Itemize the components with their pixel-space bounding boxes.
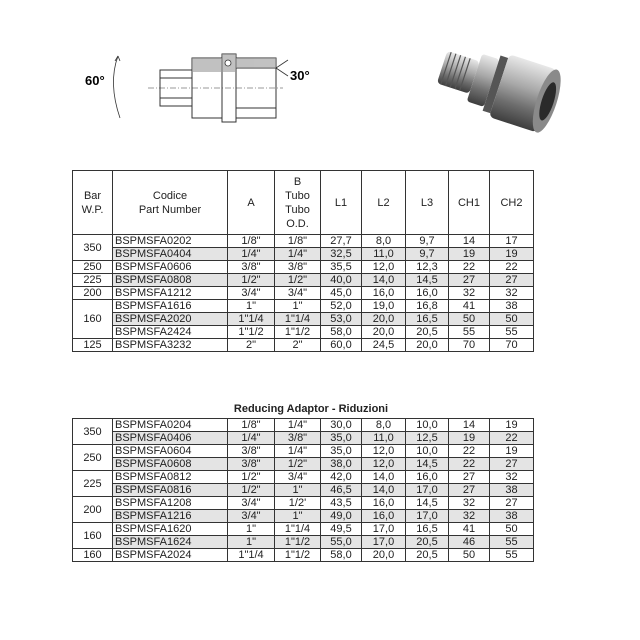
value-cell: 22 xyxy=(449,458,490,471)
bar-wp-cell: 225 xyxy=(73,274,113,287)
value-cell: 22 xyxy=(449,261,490,274)
value-cell: 32 xyxy=(449,287,490,300)
part-number-cell: BSPMSFA0404 xyxy=(113,248,228,261)
value-cell: 17,0 xyxy=(406,484,449,497)
value-cell: 46 xyxy=(449,536,490,549)
value-cell: 41 xyxy=(449,523,490,536)
value-cell: 22 xyxy=(490,261,534,274)
part-number-cell: BSPMSFA0202 xyxy=(113,235,228,248)
table-row xyxy=(73,458,534,471)
part-number-cell: BSPMSFA1624 xyxy=(113,536,228,549)
value-cell: 24,5 xyxy=(362,339,406,352)
table-row xyxy=(73,471,534,484)
value-cell: 50 xyxy=(490,313,534,326)
value-cell: 14,0 xyxy=(362,484,406,497)
value-cell: 16,8 xyxy=(406,300,449,313)
value-cell: 19,0 xyxy=(362,300,406,313)
value-cell: 10,0 xyxy=(406,419,449,432)
value-cell: 17,0 xyxy=(406,510,449,523)
value-cell: 43,5 xyxy=(321,497,362,510)
value-cell: 1" xyxy=(228,536,275,549)
value-cell: 20,5 xyxy=(406,326,449,339)
table-row xyxy=(73,549,534,562)
value-cell: 60,0 xyxy=(321,339,362,352)
value-cell: 58,0 xyxy=(321,549,362,562)
value-cell: 9,7 xyxy=(406,248,449,261)
part-number-cell: BSPMSFA1208 xyxy=(113,497,228,510)
value-cell: 17,0 xyxy=(362,523,406,536)
bar-wp-cell: 160 xyxy=(73,523,113,549)
part-number-cell: BSPMSFA0812 xyxy=(113,471,228,484)
value-cell: 50 xyxy=(449,313,490,326)
value-cell: 20,0 xyxy=(362,549,406,562)
value-cell: 8,0 xyxy=(362,235,406,248)
header-l3: L3 xyxy=(406,171,449,235)
value-cell: 1/4" xyxy=(275,445,321,458)
value-cell: 1/4" xyxy=(275,248,321,261)
value-cell: 3/8" xyxy=(275,432,321,445)
value-cell: 16,0 xyxy=(406,471,449,484)
table-row xyxy=(73,484,534,497)
value-cell: 1" xyxy=(275,484,321,497)
table-row xyxy=(73,313,534,326)
table-row xyxy=(73,445,534,458)
value-cell: 11,0 xyxy=(362,432,406,445)
value-cell: 32 xyxy=(449,510,490,523)
value-cell: 12,0 xyxy=(362,261,406,274)
value-cell: 16,5 xyxy=(406,313,449,326)
angle-right-label: 30° xyxy=(290,68,310,83)
value-cell: 3/8" xyxy=(228,261,275,274)
value-cell: 1"1/4 xyxy=(228,549,275,562)
value-cell: 35,5 xyxy=(321,261,362,274)
value-cell: 55 xyxy=(490,536,534,549)
value-cell: 3/4" xyxy=(228,287,275,300)
value-cell: 2" xyxy=(228,339,275,352)
value-cell: 16,0 xyxy=(406,287,449,300)
table-row xyxy=(73,536,534,549)
table-row xyxy=(73,419,534,432)
value-cell: 19 xyxy=(449,248,490,261)
value-cell: 40,0 xyxy=(321,274,362,287)
value-cell: 46,5 xyxy=(321,484,362,497)
bar-wp-cell: 225 xyxy=(73,471,113,497)
value-cell: 38 xyxy=(490,300,534,313)
value-cell: 42,0 xyxy=(321,471,362,484)
value-cell: 3/8" xyxy=(228,445,275,458)
value-cell: 35,0 xyxy=(321,445,362,458)
value-cell: 35,0 xyxy=(321,432,362,445)
value-cell: 1" xyxy=(228,300,275,313)
header-bar-wp: Bar W.P. xyxy=(73,171,113,235)
header-ch2: CH2 xyxy=(490,171,534,235)
technical-drawing xyxy=(78,38,338,138)
value-cell: 55,0 xyxy=(321,536,362,549)
part-number-cell: BSPMSFA0816 xyxy=(113,484,228,497)
value-cell: 9,7 xyxy=(406,235,449,248)
table-row xyxy=(73,523,534,536)
value-cell: 3/4" xyxy=(228,497,275,510)
part-number-cell: BSPMSFA1616 xyxy=(113,300,228,313)
value-cell: 1"1/2 xyxy=(228,326,275,339)
table-row xyxy=(73,287,534,300)
reducing-adaptor-caption: Reducing Adaptor - Riduzioni xyxy=(233,403,389,415)
value-cell: 1/4" xyxy=(228,432,275,445)
value-cell: 12,3 xyxy=(406,261,449,274)
part-number-cell: BSPMSFA2424 xyxy=(113,326,228,339)
value-cell: 12,0 xyxy=(362,458,406,471)
value-cell: 1/8" xyxy=(228,419,275,432)
table-row xyxy=(73,339,534,352)
value-cell: 49,5 xyxy=(321,523,362,536)
table-row xyxy=(73,300,534,313)
value-cell: 45,0 xyxy=(321,287,362,300)
value-cell: 14,0 xyxy=(362,274,406,287)
value-cell: 12,0 xyxy=(362,445,406,458)
value-cell: 1/2" xyxy=(228,484,275,497)
reducing-adaptor-table xyxy=(72,418,534,562)
value-cell: 8,0 xyxy=(362,419,406,432)
value-cell: 19 xyxy=(449,432,490,445)
value-cell: 70 xyxy=(490,339,534,352)
header-part-number: Codice Part Number xyxy=(113,171,228,235)
value-cell: 16,0 xyxy=(362,510,406,523)
main-spec-table xyxy=(72,170,534,352)
bar-wp-cell: 160 xyxy=(73,549,113,562)
value-cell: 32,5 xyxy=(321,248,362,261)
part-number-cell: BSPMSFA0406 xyxy=(113,432,228,445)
angle-left-label: 60° xyxy=(85,73,105,88)
value-cell: 32 xyxy=(449,497,490,510)
value-cell: 1/2" xyxy=(228,274,275,287)
value-cell: 1"1/2 xyxy=(275,549,321,562)
value-cell: 1/2" xyxy=(275,458,321,471)
value-cell: 32 xyxy=(490,471,534,484)
value-cell: 58,0 xyxy=(321,326,362,339)
value-cell: 20,0 xyxy=(362,326,406,339)
value-cell: 22 xyxy=(449,445,490,458)
part-number-cell: BSPMSFA1216 xyxy=(113,510,228,523)
value-cell: 38 xyxy=(490,510,534,523)
value-cell: 16,5 xyxy=(406,523,449,536)
table-row xyxy=(73,326,534,339)
value-cell: 55 xyxy=(449,326,490,339)
value-cell: 27 xyxy=(490,274,534,287)
header-b-tube-od: B Tubo Tubo O.D. xyxy=(275,171,321,235)
part-number-cell: BSPMSFA0606 xyxy=(113,261,228,274)
value-cell: 27 xyxy=(490,497,534,510)
value-cell: 38 xyxy=(490,484,534,497)
value-cell: 14 xyxy=(449,235,490,248)
value-cell: 27 xyxy=(449,471,490,484)
value-cell: 1/4" xyxy=(228,248,275,261)
bar-wp-cell: 200 xyxy=(73,287,113,300)
value-cell: 55 xyxy=(490,549,534,562)
table-row xyxy=(73,235,534,248)
value-cell: 27 xyxy=(490,458,534,471)
value-cell: 10,0 xyxy=(406,445,449,458)
bar-wp-cell: 350 xyxy=(73,235,113,261)
value-cell: 1" xyxy=(275,300,321,313)
value-cell: 20,5 xyxy=(406,549,449,562)
value-cell: 14,0 xyxy=(362,471,406,484)
table-row xyxy=(73,274,534,287)
value-cell: 52,0 xyxy=(321,300,362,313)
value-cell: 3/8" xyxy=(275,261,321,274)
value-cell: 16,0 xyxy=(362,287,406,300)
table-row xyxy=(73,261,534,274)
value-cell: 3/4" xyxy=(228,510,275,523)
value-cell: 38,0 xyxy=(321,458,362,471)
value-cell: 17,0 xyxy=(362,536,406,549)
table-row xyxy=(73,510,534,523)
bar-wp-cell: 125 xyxy=(73,339,113,352)
value-cell: 70 xyxy=(449,339,490,352)
value-cell: 27,7 xyxy=(321,235,362,248)
part-number-cell: BSPMSFA2020 xyxy=(113,313,228,326)
product-photo xyxy=(428,40,578,140)
value-cell: 14,5 xyxy=(406,497,449,510)
value-cell: 41 xyxy=(449,300,490,313)
value-cell: 1/2' xyxy=(275,497,321,510)
value-cell: 19 xyxy=(490,248,534,261)
value-cell: 14,5 xyxy=(406,274,449,287)
header-a: A xyxy=(228,171,275,235)
value-cell: 2" xyxy=(275,339,321,352)
part-number-cell: BSPMSFA0604 xyxy=(113,445,228,458)
value-cell: 32 xyxy=(490,287,534,300)
value-cell: 1" xyxy=(228,523,275,536)
value-cell: 53,0 xyxy=(321,313,362,326)
value-cell: 49,0 xyxy=(321,510,362,523)
value-cell: 55 xyxy=(490,326,534,339)
table-row xyxy=(73,432,534,445)
table-row xyxy=(73,497,534,510)
value-cell: 3/4" xyxy=(275,471,321,484)
part-number-cell: BSPMSFA0204 xyxy=(113,419,228,432)
value-cell: 22 xyxy=(490,432,534,445)
part-number-cell: BSPMSFA1212 xyxy=(113,287,228,300)
value-cell: 12,5 xyxy=(406,432,449,445)
value-cell: 20,0 xyxy=(406,339,449,352)
bar-wp-cell: 250 xyxy=(73,261,113,274)
part-number-cell: BSPMSFA0808 xyxy=(113,274,228,287)
value-cell: 19 xyxy=(490,419,534,432)
part-number-cell: BSPMSFA3232 xyxy=(113,339,228,352)
bar-wp-cell: 160 xyxy=(73,300,113,339)
value-cell: 14,5 xyxy=(406,458,449,471)
value-cell: 27 xyxy=(449,274,490,287)
value-cell: 11,0 xyxy=(362,248,406,261)
value-cell: 1"1/2 xyxy=(275,326,321,339)
header-ch1: CH1 xyxy=(449,171,490,235)
bar-wp-cell: 350 xyxy=(73,419,113,445)
value-cell: 27 xyxy=(449,484,490,497)
value-cell: 17 xyxy=(490,235,534,248)
header-l1: L1 xyxy=(321,171,362,235)
value-cell: 16,0 xyxy=(362,497,406,510)
part-number-cell: BSPMSFA2024 xyxy=(113,549,228,562)
value-cell: 1/8" xyxy=(228,235,275,248)
value-cell: 1"1/4 xyxy=(228,313,275,326)
bar-wp-cell: 200 xyxy=(73,497,113,523)
value-cell: 1/2" xyxy=(275,274,321,287)
value-cell: 1/2" xyxy=(228,471,275,484)
part-number-cell: BSPMSFA0608 xyxy=(113,458,228,471)
value-cell: 50 xyxy=(490,523,534,536)
value-cell: 1/4" xyxy=(275,419,321,432)
value-cell: 30,0 xyxy=(321,419,362,432)
value-cell: 50 xyxy=(449,549,490,562)
value-cell: 14 xyxy=(449,419,490,432)
value-cell: 1"1/4 xyxy=(275,313,321,326)
value-cell: 1"1/2 xyxy=(275,536,321,549)
value-cell: 1"1/4 xyxy=(275,523,321,536)
value-cell: 3/8" xyxy=(228,458,275,471)
value-cell: 1/8" xyxy=(275,235,321,248)
value-cell: 20,0 xyxy=(362,313,406,326)
value-cell: 1" xyxy=(275,510,321,523)
value-cell: 19 xyxy=(490,445,534,458)
value-cell: 20,5 xyxy=(406,536,449,549)
bar-wp-cell: 250 xyxy=(73,445,113,471)
header-l2: L2 xyxy=(362,171,406,235)
value-cell: 3/4" xyxy=(275,287,321,300)
part-number-cell: BSPMSFA1620 xyxy=(113,523,228,536)
table-row xyxy=(73,248,534,261)
